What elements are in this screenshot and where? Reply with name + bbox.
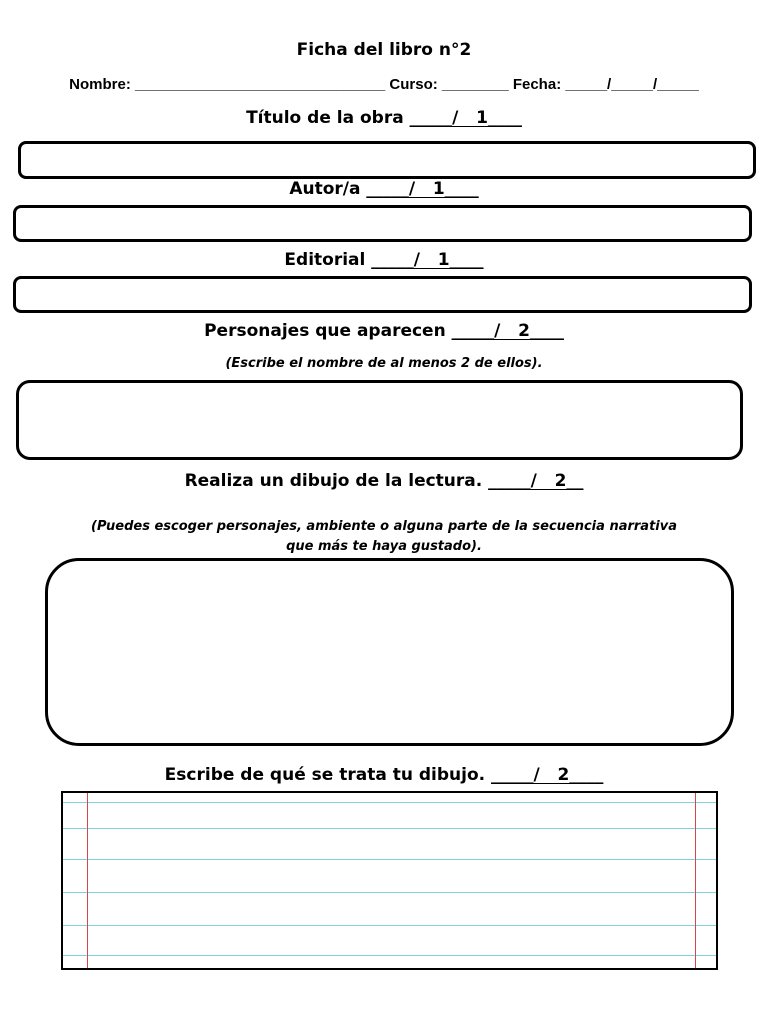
left-margin-line (87, 793, 88, 968)
section-title-heading (0, 108, 768, 128)
publisher-field[interactable] (13, 276, 752, 313)
page-title: Ficha del libro n°2 (296, 40, 472, 60)
section-characters-heading (0, 321, 768, 341)
section-publisher-heading (0, 250, 768, 270)
section-drawing-score: _____/ 2__ (488, 471, 584, 491)
drawing-instruction-line-2: que más te haya gustado). (286, 539, 482, 554)
section-description-label: Escribe de qué se trata tu dibujo. (164, 765, 492, 785)
drawing-area[interactable] (45, 558, 734, 746)
section-author-label: Autor/a (289, 179, 367, 199)
characters-instruction: (Escribe el nombre de al menos 2 de ellos). (225, 356, 543, 371)
section-author-heading (0, 179, 768, 199)
ruled-line (63, 802, 716, 803)
section-characters-label: Personajes que aparecen (204, 321, 452, 341)
ruled-line (63, 859, 716, 860)
ruled-line (63, 955, 716, 956)
ruled-writing-area[interactable] (61, 791, 718, 970)
right-margin-line (695, 793, 696, 968)
section-title-label: Título de la obra (246, 108, 410, 128)
ruled-line (63, 925, 716, 926)
section-description-score: _____/ 2____ (491, 765, 604, 785)
author-field[interactable] (13, 205, 752, 242)
book-title-field[interactable] (18, 141, 756, 179)
section-author-score: _____/ 1____ (366, 179, 479, 199)
drawing-instruction-line-1: (Puedes escoger personajes, ambiente o alguna parte de la secuencia narrativa (91, 519, 677, 534)
characters-field[interactable] (16, 380, 743, 460)
section-drawing-heading (0, 471, 768, 491)
section-title-score: _____/ 1____ (409, 108, 522, 128)
section-description-heading (0, 765, 768, 785)
section-publisher-score: _____/ 1____ (371, 250, 484, 270)
section-publisher-label: Editorial (284, 250, 372, 270)
ruled-line (63, 892, 716, 893)
section-drawing-label: Realiza un dibujo de la lectura. (184, 471, 489, 491)
student-info-line: Nombre: ______________________________ Curso: ________ Fecha: _____/_____/_____ (69, 76, 699, 93)
ruled-line (63, 828, 716, 829)
section-characters-score: _____/ 2____ (451, 321, 564, 341)
